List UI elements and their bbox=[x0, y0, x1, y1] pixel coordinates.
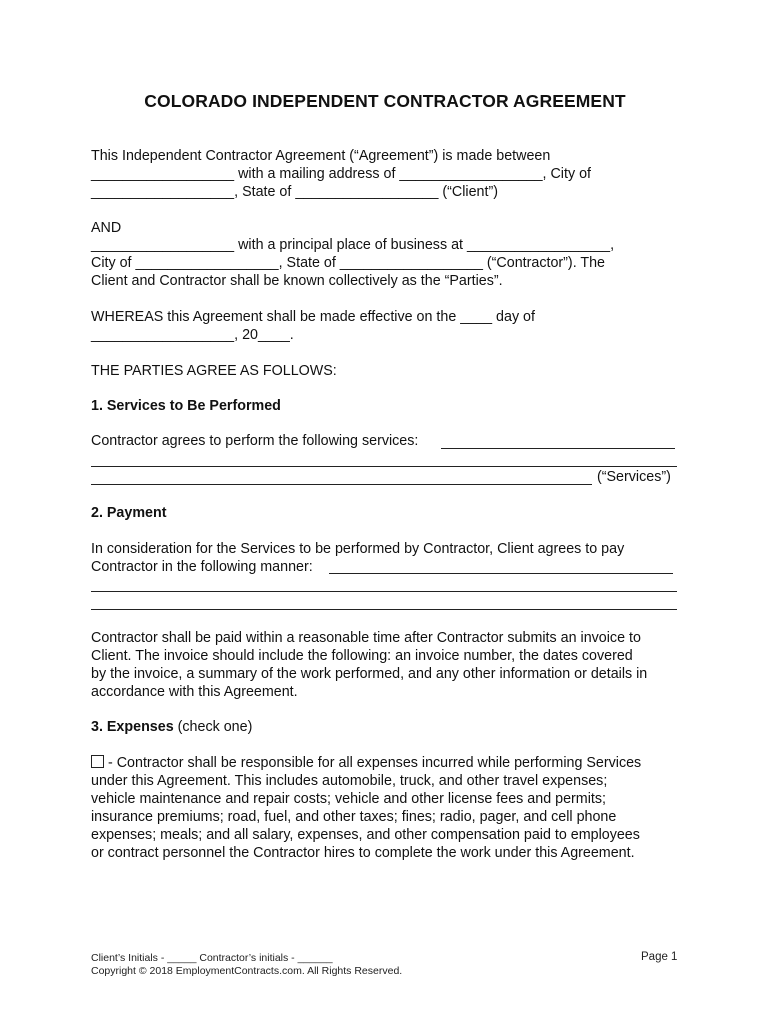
intro-line-3: __________________, State of __________________ (“Client”) bbox=[91, 184, 499, 200]
services-blank-2[interactable] bbox=[91, 466, 677, 467]
expense-option-1-line-4: insurance premiums; road, fuel, and other taxes; fines; radio, pager, and cell phone bbox=[91, 809, 617, 825]
services-label: (“Services”) bbox=[597, 469, 671, 485]
and-label: AND bbox=[91, 220, 122, 236]
section-1-heading: 1. Services to Be Performed bbox=[91, 398, 281, 414]
page-number: Page 1 bbox=[641, 951, 678, 963]
intro-line-1: This Independent Contractor Agreement (“Agreement”) is made between bbox=[91, 148, 551, 164]
services-blank-3[interactable] bbox=[91, 484, 592, 485]
payment-blank-3[interactable] bbox=[91, 609, 677, 610]
footer-initials: Client’s Initials - _____ Contractor’s initials - ______ bbox=[91, 952, 333, 964]
invoice-line-3: by the invoice, a summary of the work performed, and any other information or details in bbox=[91, 666, 648, 682]
payment-blank-2[interactable] bbox=[91, 591, 677, 592]
agree-heading: THE PARTIES AGREE AS FOLLOWS: bbox=[91, 363, 337, 379]
expense-option-1-checkbox[interactable] bbox=[91, 755, 104, 768]
expense-option-1-line-2: under this Agreement. This includes automobile, truck, and other travel expenses; bbox=[91, 773, 608, 789]
whereas-line-1: WHEREAS this Agreement shall be made effective on the ____ day of bbox=[91, 309, 535, 325]
contractor-line-2: City of __________________, State of __________________ (“Contractor”). The bbox=[91, 255, 606, 271]
expense-option-1-line-1 bbox=[91, 754, 681, 772]
invoice-line-1: Contractor shall be paid within a reasonable time after Contractor submits an invoice to bbox=[91, 630, 641, 646]
services-intro: Contractor agrees to perform the following services: bbox=[91, 433, 419, 449]
document-title: COLORADO INDEPENDENT CONTRACTOR AGREEMENT bbox=[144, 91, 626, 111]
services-blank-1[interactable] bbox=[441, 448, 675, 449]
intro-line-2: __________________ with a mailing address of __________________, City of bbox=[91, 166, 591, 182]
expense-option-1-text: - Contractor shall be responsible for all expenses incurred while performing Services bbox=[108, 755, 642, 771]
expense-option-1-line-6: or contract personnel the Contractor hires to complete the work under this Agreement. bbox=[91, 845, 635, 861]
payment-blank-1[interactable] bbox=[329, 573, 673, 574]
whereas-line-2: __________________, 20____. bbox=[91, 327, 294, 343]
invoice-line-2: Client. The invoice should include the following: an invoice number, the dates covered bbox=[91, 648, 633, 664]
invoice-line-4: accordance with this Agreement. bbox=[91, 684, 298, 700]
section-3-heading-bold: 3. Expenses bbox=[91, 719, 174, 735]
section-3-heading bbox=[91, 718, 681, 736]
expense-option-1-line-3: vehicle maintenance and repair costs; vehicle and other license fees and permits; bbox=[91, 791, 606, 807]
payment-line-1: In consideration for the Services to be performed by Contractor, Client agrees to pay bbox=[91, 541, 625, 557]
section-2-heading: 2. Payment bbox=[91, 505, 167, 521]
contractor-line-1: __________________ with a principal place of business at __________________, bbox=[91, 237, 615, 253]
footer-copyright: Copyright © 2018 EmploymentContracts.com. All Rights Reserved. bbox=[91, 965, 403, 977]
payment-line-2: Contractor in the following manner: bbox=[91, 559, 313, 575]
parties-line: Client and Contractor shall be known collectively as the “Parties”. bbox=[91, 273, 503, 289]
expense-option-1-line-5: expenses; meals; and all salary, expenses, and other compensation paid to employees bbox=[91, 827, 640, 843]
section-3-heading-note: (check one) bbox=[173, 719, 253, 735]
